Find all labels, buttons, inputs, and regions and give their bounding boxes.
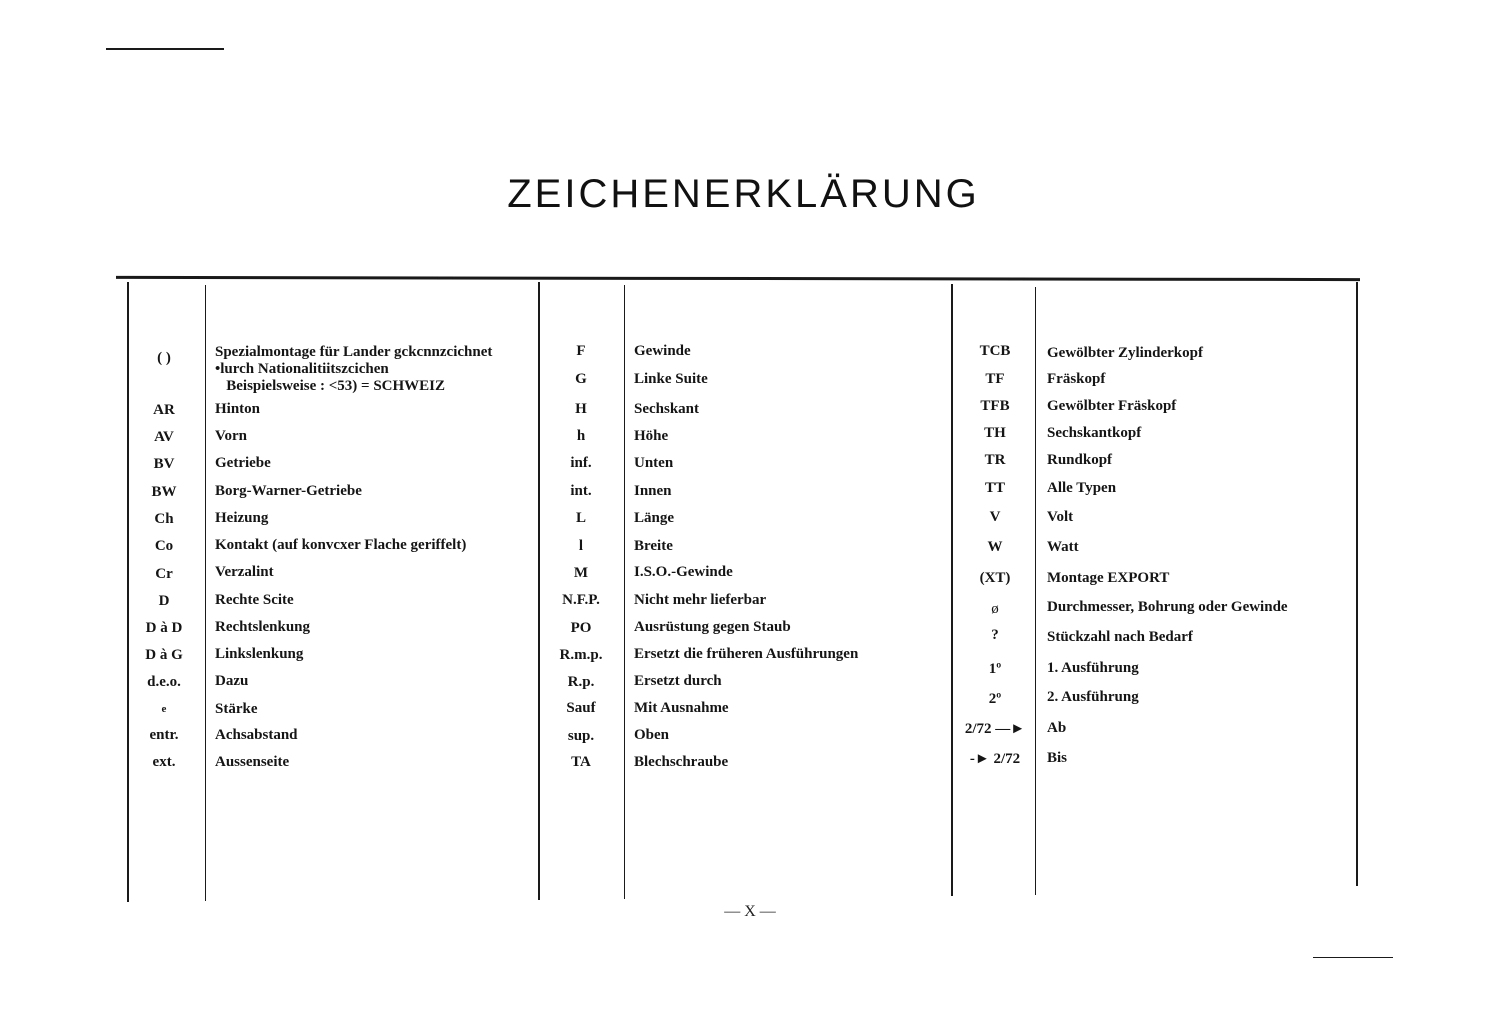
legend-description: Ersetzt durch [634, 673, 722, 689]
legend-description: Höhe [634, 428, 669, 444]
legend-description: Nicht mehr lieferbar [634, 592, 767, 608]
legend-description: Bis [1047, 750, 1068, 766]
legend-description: Gewinde [634, 343, 691, 359]
legend-description: Spezialmontage für Lander gckcnnzcichnet [215, 344, 493, 360]
legend-code: entr. [149, 727, 179, 743]
column-divider [538, 282, 540, 900]
legend-code: TA [571, 754, 591, 770]
legend-code: Co [154, 538, 174, 554]
legend-code: D à D [145, 620, 183, 636]
legend-code: TH [984, 425, 1006, 441]
legend-description: Fräskopf [1047, 371, 1106, 387]
legend-code: 2º [988, 691, 1002, 707]
column-divider [205, 285, 206, 901]
legend-description: Länge [634, 510, 675, 526]
legend-code: e [161, 703, 167, 715]
legend-description: I.S.O.-Gewinde [634, 564, 733, 580]
legend-code: D à G [145, 647, 183, 663]
column-divider [1035, 287, 1036, 895]
legend-code: N.F.P. [562, 592, 600, 608]
legend-description: Oben [634, 727, 670, 743]
legend-description: Innen [634, 483, 672, 499]
legend-description: Durchmesser, Bohrung oder Gewinde [1047, 599, 1288, 615]
legend-code: -► 2/72 [969, 751, 1021, 767]
legend-description: 1. Ausführung [1047, 660, 1139, 676]
legend-description: Sechskant [634, 401, 700, 417]
legend-description: Montage EXPORT [1047, 570, 1170, 586]
legend-code: ext. [152, 754, 176, 770]
legend-code: R.p. [567, 674, 595, 690]
legend-code: d.e.o. [147, 674, 181, 690]
legend-description: Getriebe [215, 455, 271, 471]
legend-code: TT [984, 480, 1005, 496]
table-top-border [116, 276, 1360, 281]
page-title: ZEICHENERKLÄRUNG [507, 172, 980, 216]
legend-code: int. [570, 483, 592, 499]
page-number: — X — [724, 903, 776, 920]
legend-description: Unten [634, 455, 674, 471]
legend-code: h [576, 428, 586, 444]
legend-code: L [575, 510, 586, 526]
legend-description: Dazu [215, 673, 249, 689]
legend-description: Beispielsweise : <53) = SCHWEIZ [215, 378, 446, 394]
legend-description: Gewölbter Fräskopf [1047, 398, 1177, 414]
legend-code: AR [153, 402, 175, 418]
legend-code: PO [570, 620, 592, 636]
legend-description: Watt [1047, 539, 1079, 555]
legend-code: sup. [567, 728, 595, 744]
legend-code: G [575, 371, 587, 387]
legend-description: Rundkopf [1047, 452, 1113, 468]
legend-code: H [575, 401, 587, 417]
legend-description: Heizung [215, 510, 269, 526]
legend-code: ø [991, 601, 999, 617]
legend-code: 1º [988, 661, 1002, 677]
legend-description: Alle Typen [1047, 480, 1117, 496]
legend-code: 2/72 —► [964, 721, 1026, 737]
legend-code: Ch [154, 511, 174, 527]
legend-code: Sauf [566, 700, 596, 716]
legend-description: Vorn [215, 428, 247, 444]
legend-description: 2. Ausführung [1047, 689, 1139, 705]
table-left-border [127, 282, 129, 902]
legend-description: Breite [634, 538, 673, 554]
legend-code: D [158, 593, 170, 609]
legend-code: ( ) [157, 350, 171, 366]
legend-code: l [578, 538, 584, 554]
legend-description: Sechskantkopf [1047, 425, 1142, 441]
legend-description: Linke Suite [634, 371, 708, 387]
column-divider [951, 284, 953, 896]
legend-description: Stückzahl nach Bedarf [1047, 629, 1193, 645]
legend-description: Verzalint [215, 564, 274, 580]
legend-description: Ersetzt die früheren Ausführungen [634, 646, 859, 662]
legend-code: TFB [980, 398, 1010, 414]
legend-description: Gewölbter Zylinderkopf [1047, 345, 1203, 361]
legend-code: TR [984, 452, 1006, 468]
legend-description: Ausrüstung gegen Staub [634, 619, 791, 635]
legend-code: Cr [155, 566, 173, 582]
corner-mark-top-left [106, 48, 224, 50]
legend-code: R.m.p. [559, 647, 603, 663]
legend-code: BV [153, 456, 175, 472]
legend-code: W [987, 539, 1003, 555]
legend-code: TCB [979, 343, 1011, 359]
legend-code: F [576, 343, 586, 359]
legend-description: Kontakt (auf konvcxer Flache geriffelt) [215, 537, 467, 553]
legend-description: Ab [1047, 720, 1067, 736]
legend-code: ? [991, 627, 999, 643]
legend-description: Hinton [215, 401, 261, 417]
legend-description: Blechschraube [634, 754, 729, 770]
legend-code: (XT) [979, 570, 1011, 586]
corner-mark-bottom-right [1313, 957, 1393, 958]
legend-code: V [989, 509, 1001, 525]
legend-description: Aussenseite [215, 754, 290, 770]
legend-description: •lurch Nationalitiitszcichen [215, 361, 389, 377]
legend-code: M [573, 565, 589, 581]
legend-code: inf. [570, 455, 592, 471]
legend-description: Rechtslenkung [215, 619, 311, 635]
legend-description: Volt [1047, 509, 1074, 525]
legend-code: AV [154, 429, 174, 445]
legend-description: Mit Ausnahme [634, 700, 729, 716]
legend-description: Linkslenkung [215, 646, 304, 662]
table-right-border [1356, 282, 1358, 886]
legend-description: Stärke [215, 701, 258, 717]
legend-description: Rechte Scite [215, 592, 294, 608]
legend-description: Borg-Warner-Getriebe [215, 483, 362, 499]
column-divider [624, 285, 625, 899]
legend-code: TF [985, 371, 1005, 387]
legend-code: BW [151, 484, 177, 500]
legend-description: Achsabstand [215, 727, 298, 743]
